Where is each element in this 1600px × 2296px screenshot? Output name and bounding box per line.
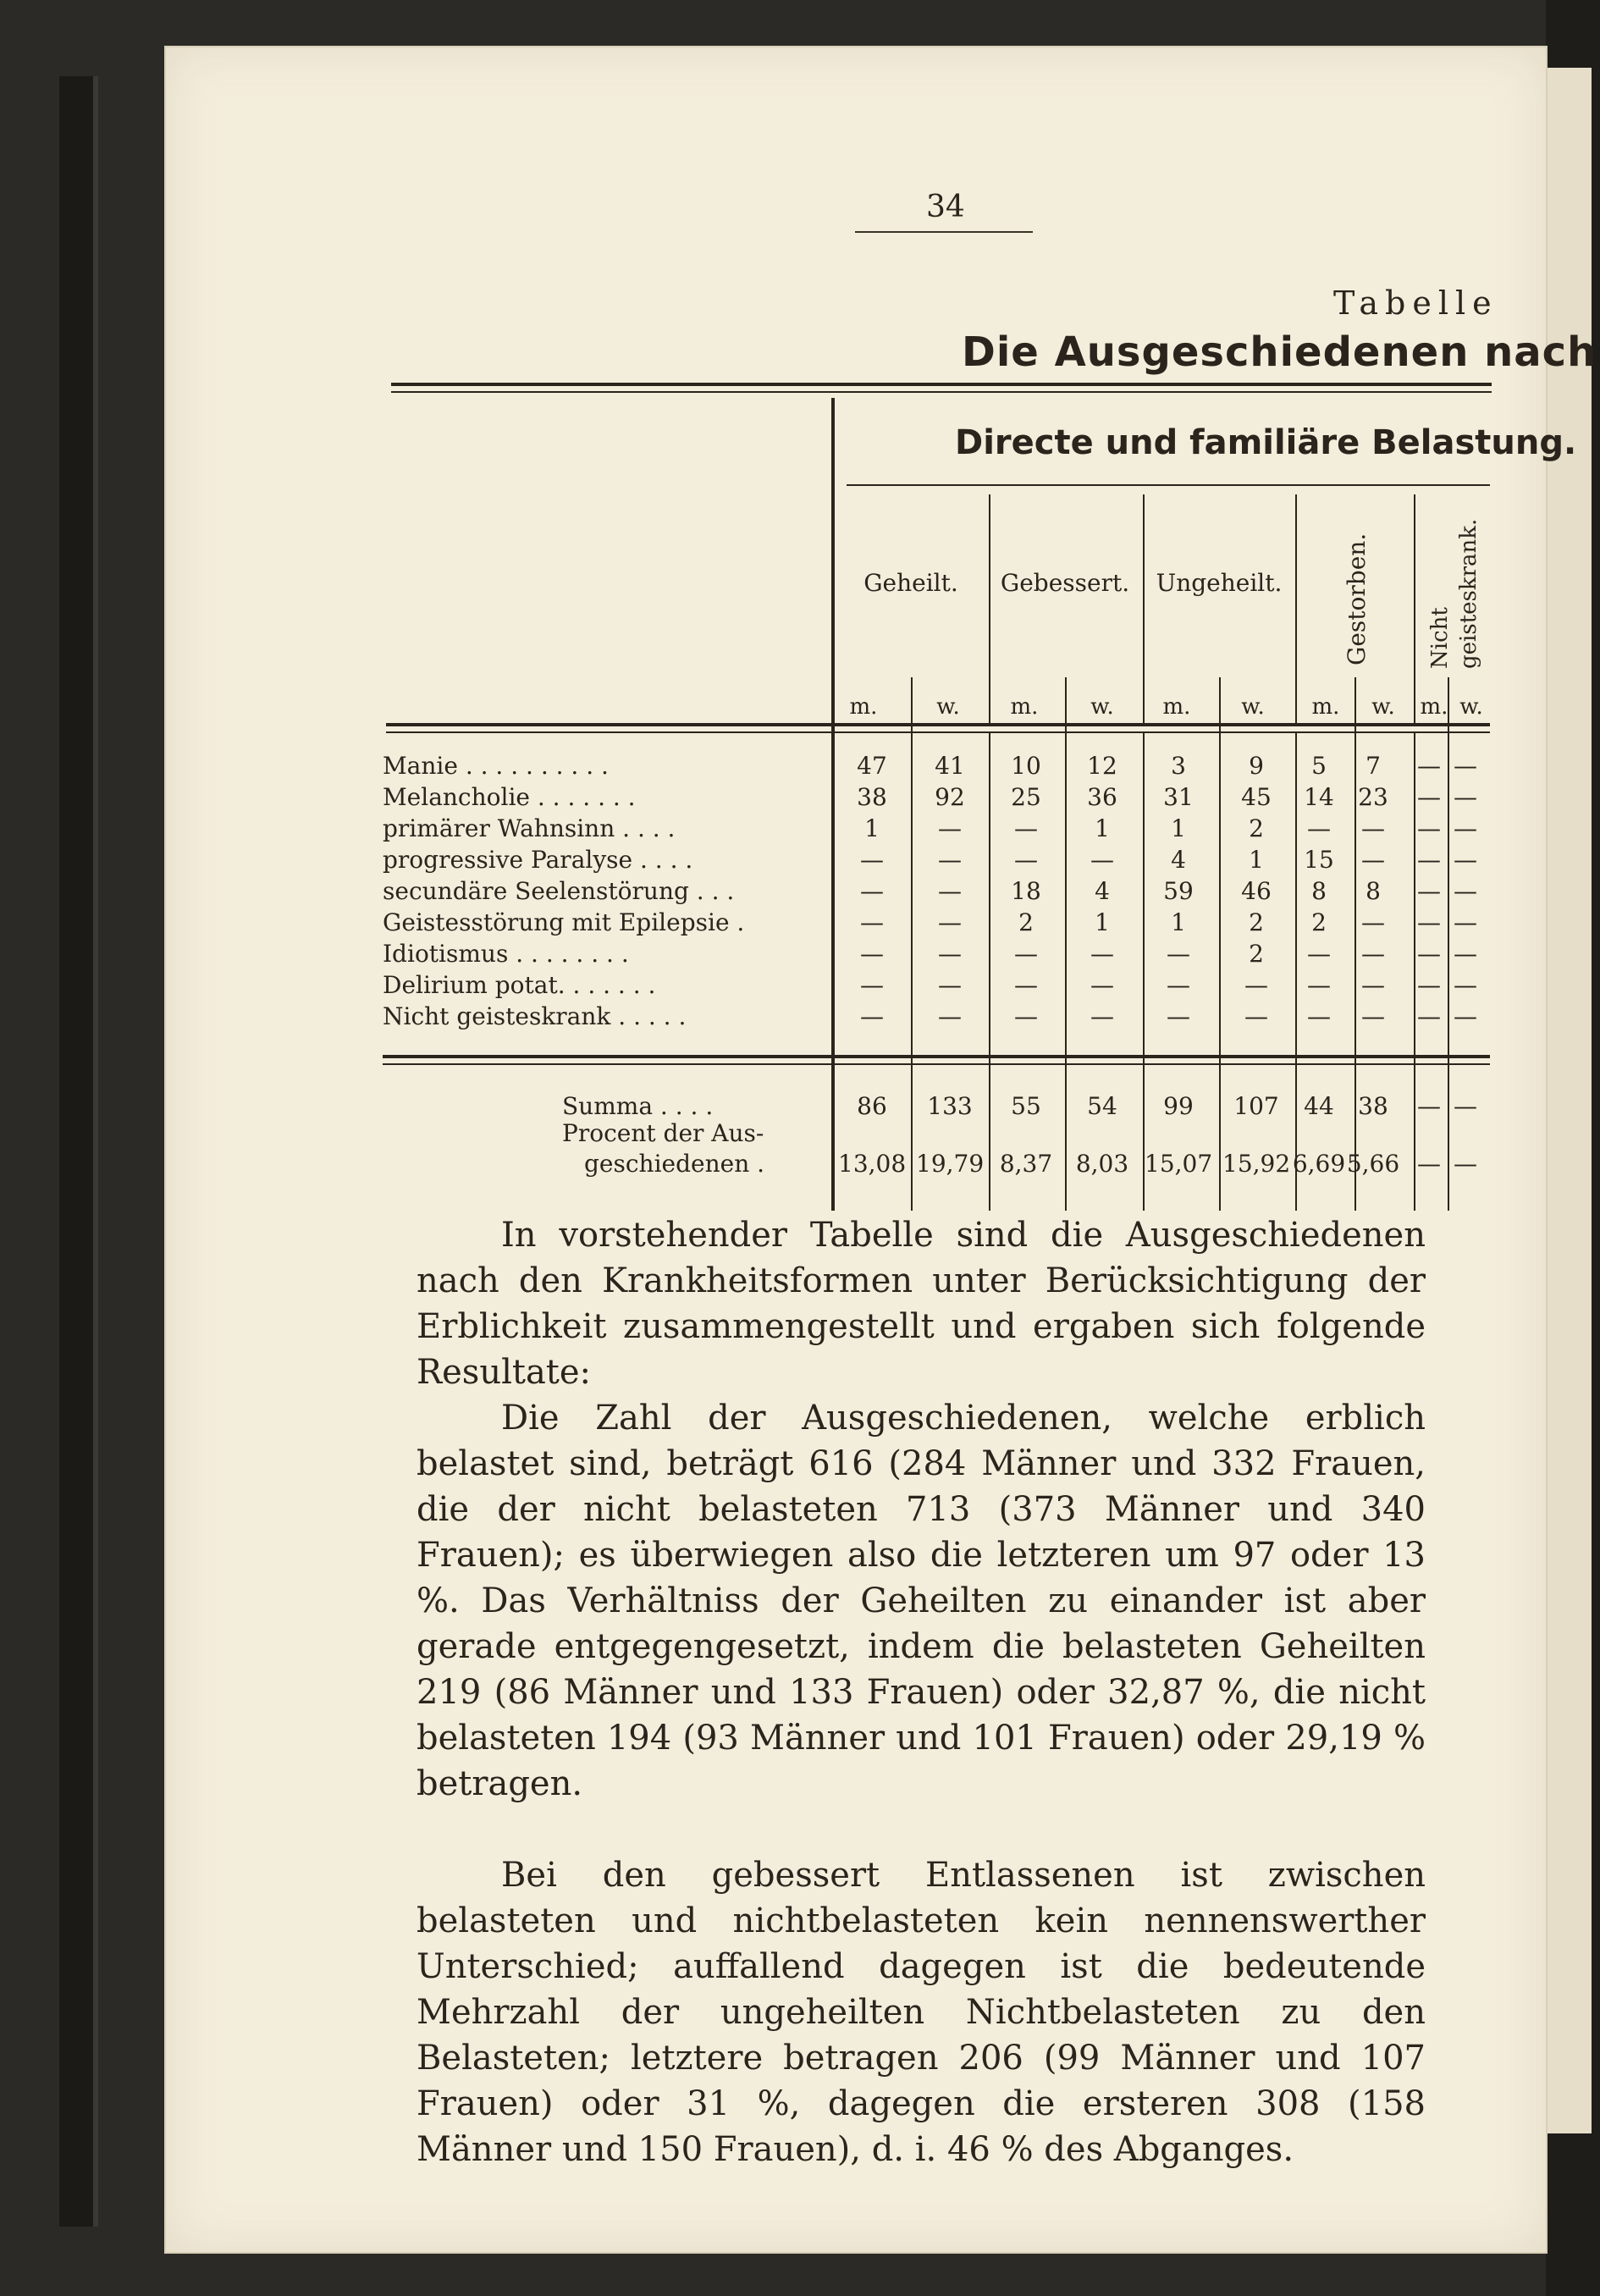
table-cell: — — [860, 908, 884, 936]
summa-cell: 86 — [857, 1092, 887, 1120]
summa-label: Summa . . . . — [562, 1092, 714, 1120]
row-label: Delirium potat. . . . . . . — [383, 971, 656, 999]
book-spine — [59, 76, 98, 2227]
procent-label-2: geschiedenen . — [584, 1150, 765, 1178]
procent-cell: — — [1454, 1150, 1477, 1178]
sub-w: w. — [1459, 694, 1483, 720]
table-cell: 46 — [1241, 877, 1272, 905]
sub-w: w. — [1090, 694, 1114, 720]
paragraph-2: Die Zahl der Ausgeschiedenen, welche erblich belastet sind, beträgt 616 (284 Männer und 332 Frauen, die der nicht belasteten 713 (373 Männer und 340 Frauen); es überwiegen also die letzteren um 97 oder 13 %. Das Verhältniss der Geheilten zu einander ist aber gerade entgegengesetzt, indem die belasteten Geheilten 219 (86 Männer und 133 Frauen) oder 32,87 %, die nicht belasteten 194 (93 Männer und 101 Frauen) oder 29,19 % betragen. — [417, 1399, 1426, 1803]
procent-cell: — — [1417, 1150, 1441, 1178]
procent-cell: 8,37 — [999, 1150, 1053, 1178]
table-cell: — — [860, 940, 884, 968]
procent-cell: 13,08 — [838, 1150, 907, 1178]
table-cell: — — [1307, 814, 1331, 842]
row-label: Melancholie . . . . . . . — [383, 783, 636, 811]
table-cell: — — [1417, 877, 1441, 905]
table-cell: — — [1417, 814, 1441, 842]
row-label: secundäre Seelenstörung . . . — [383, 877, 735, 905]
table-cell: 18 — [1011, 877, 1041, 905]
summa-cell: — — [1454, 1092, 1477, 1120]
table-cell: — — [860, 971, 884, 999]
page-number-rule — [855, 231, 1033, 233]
table-cell: — — [1417, 971, 1441, 999]
row-label: Nicht geisteskrank . . . . . — [383, 1002, 687, 1030]
group-title: Directe und familiäre Belastung. — [955, 423, 1577, 462]
table-cell: 3 — [1171, 752, 1186, 780]
table-cell: — — [1307, 940, 1331, 968]
table-cell: 45 — [1241, 783, 1272, 811]
table-cell: — — [1307, 971, 1331, 999]
table-cell: — — [1454, 814, 1477, 842]
table-cell: 8 — [1311, 877, 1327, 905]
heading-rule — [391, 383, 1492, 386]
table-cell: — — [1167, 1002, 1190, 1030]
table-cell: — — [938, 971, 962, 999]
tabelle-label: Tabelle — [1333, 284, 1498, 322]
table-cell: 8 — [1366, 877, 1381, 905]
row-label: Manie . . . . . . . . . . — [383, 752, 609, 780]
table-cell: 92 — [935, 783, 965, 811]
sub-m: m. — [1162, 694, 1191, 720]
table-cell: 4 — [1095, 877, 1110, 905]
table-cell: 2 — [1249, 814, 1264, 842]
table-cell: 2 — [1018, 908, 1034, 936]
table-cell: — — [1454, 1002, 1477, 1030]
table-cell: — — [1014, 814, 1038, 842]
table-cell: 59 — [1163, 877, 1194, 905]
row-label: progressive Paralyse . . . . — [383, 846, 693, 874]
sub-m: m. — [1311, 694, 1340, 720]
table-heading: Die Ausgeschiedenen nach — [962, 328, 1597, 376]
sub-w: w. — [1241, 694, 1265, 720]
table-cell: 12 — [1087, 752, 1117, 780]
table-cell: — — [860, 1002, 884, 1030]
table-cell: — — [1417, 940, 1441, 968]
table-cell: 41 — [935, 752, 965, 780]
summa-cell: 99 — [1163, 1092, 1194, 1120]
table-cell: 1 — [1171, 814, 1186, 842]
table-cell: 2 — [1249, 940, 1264, 968]
paragraph-1: In vorstehender Tabelle sind die Ausgeschiedenen nach den Krankheitsformen unter Berücksichtigung der Erblichkeit zusammengestellt und ergaben sich folgende Resultate: — [417, 1216, 1426, 1392]
sub-m: m. — [1420, 694, 1448, 720]
adjacent-page-edge — [1541, 68, 1592, 2133]
summa-cell: — — [1417, 1092, 1441, 1120]
table-cell: — — [1014, 971, 1038, 999]
table-cell: — — [938, 940, 962, 968]
table-cell: 1 — [1095, 908, 1110, 936]
table-cell: — — [1014, 940, 1038, 968]
procent-cell: 15,92 — [1222, 1150, 1291, 1178]
table-cell: — — [1090, 1002, 1114, 1030]
sub-m: m. — [849, 694, 878, 720]
table-cell: — — [1361, 908, 1385, 936]
table-cell: 38 — [857, 783, 887, 811]
col-gebessert: Gebessert. — [1000, 569, 1130, 597]
table-cell: — — [1361, 1002, 1385, 1030]
table-cell: — — [1454, 877, 1477, 905]
table-cell: 10 — [1011, 752, 1041, 780]
table-cell: — — [1361, 940, 1385, 968]
table-cell: — — [1454, 752, 1477, 780]
table-cell: 2 — [1249, 908, 1264, 936]
sub-w: w. — [936, 694, 960, 720]
table-cell: 1 — [1095, 814, 1110, 842]
table-cell: — — [1361, 846, 1385, 874]
table-cell: — — [1417, 908, 1441, 936]
table-cell: — — [938, 908, 962, 936]
sub-w: w. — [1371, 694, 1395, 720]
col-geheilt: Geheilt. — [863, 569, 958, 597]
table-cell: — — [1244, 1002, 1268, 1030]
row-label: Idiotismus . . . . . . . . — [383, 940, 629, 968]
procent-cell: 15,07 — [1145, 1150, 1213, 1178]
col-gestorben: Gestorben. — [1343, 533, 1371, 665]
table-cell: — — [1454, 783, 1477, 811]
table-cell: — — [1417, 752, 1441, 780]
table-cell: — — [1361, 971, 1385, 999]
table-cell: — — [1454, 846, 1477, 874]
table-cell: — — [1361, 814, 1385, 842]
table-cell: 7 — [1366, 752, 1381, 780]
table-cell: — — [1454, 940, 1477, 968]
procent-cell: 6,69 — [1292, 1150, 1346, 1178]
row-label: Geistesstörung mit Epilepsie . — [383, 908, 745, 936]
table-cell: 23 — [1358, 783, 1388, 811]
table-cell: — — [1454, 971, 1477, 999]
table-cell: 9 — [1249, 752, 1264, 780]
procent-cell: 8,03 — [1075, 1150, 1129, 1178]
table-cell: 1 — [1171, 908, 1186, 936]
procent-cell: 19,79 — [916, 1150, 985, 1178]
table-cell: — — [1090, 846, 1114, 874]
table-cell: — — [1167, 971, 1190, 999]
col-nicht-geisteskrank: Nicht geisteskrank. — [1427, 518, 1481, 669]
table-cell: — — [1090, 971, 1114, 999]
procent-label-1: Procent der Aus- — [562, 1119, 764, 1147]
table-cell: — — [1307, 1002, 1331, 1030]
row-label: primärer Wahnsinn . . . . — [383, 814, 676, 842]
summa-cell: 38 — [1358, 1092, 1388, 1120]
summa-cell: 55 — [1011, 1092, 1041, 1120]
table-cell: 5 — [1311, 752, 1327, 780]
table-cell: 36 — [1087, 783, 1117, 811]
page-number: 34 — [926, 190, 965, 224]
table-cell: — — [1417, 846, 1441, 874]
table-cell: — — [1014, 1002, 1038, 1030]
table-cell: 47 — [857, 752, 887, 780]
table-cell: — — [938, 1002, 962, 1030]
table-cell: 2 — [1311, 908, 1327, 936]
col-ungeheilt: Ungeheilt. — [1156, 569, 1283, 597]
sub-m: m. — [1010, 694, 1039, 720]
table-cell: 1 — [864, 814, 880, 842]
summa-cell: 133 — [927, 1092, 973, 1120]
table-cell: — — [1417, 783, 1441, 811]
body-text — [417, 1212, 1426, 2172]
table-cell: 31 — [1163, 783, 1194, 811]
table-cell: — — [1454, 908, 1477, 936]
summa-cell: 107 — [1233, 1092, 1279, 1120]
table-cell: 15 — [1304, 846, 1334, 874]
table-cell: — — [1244, 971, 1268, 999]
table-cell: 1 — [1249, 846, 1264, 874]
table-cell: — — [1167, 940, 1190, 968]
summa-cell: 44 — [1304, 1092, 1334, 1120]
table-cell: 14 — [1304, 783, 1334, 811]
summa-cell: 54 — [1087, 1092, 1117, 1120]
paragraph-3: Bei den gebessert Entlassenen ist zwischen belasteten und nichtbelasteten kein nennenswerther Unterschied; auffallend dagegen ist die bedeutende Mehrzahl der ungeheilten Nichtbelasteten zu den Belasteten; letztere betragen 206 (99 Männer und 107 Frauen) oder 31 %, dagegen die ersteren 308 (158 Männer und 150 Frauen), d. i. 46 % des Abganges. — [417, 1856, 1426, 2169]
table-divider — [831, 398, 835, 1211]
table-cell: — — [1090, 940, 1114, 968]
table-cell: 25 — [1011, 783, 1041, 811]
table-cell: — — [860, 846, 884, 874]
table-cell: — — [1417, 1002, 1441, 1030]
table-cell: — — [860, 877, 884, 905]
procent-cell: 5,66 — [1346, 1150, 1400, 1178]
table-cell: — — [1014, 846, 1038, 874]
table-cell: — — [938, 877, 962, 905]
table-cell: 4 — [1171, 846, 1186, 874]
table-cell: — — [938, 846, 962, 874]
table-cell: — — [938, 814, 962, 842]
